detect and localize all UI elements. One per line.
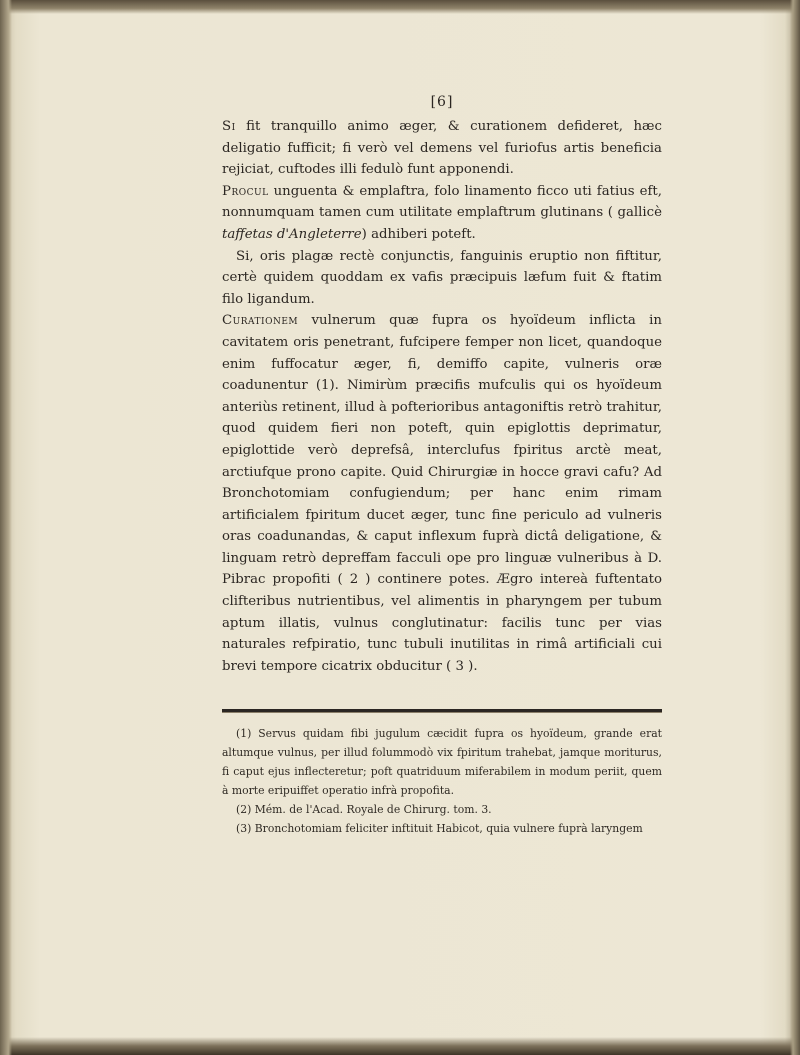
paragraph-2-italic: taffetas d'Angleterre: [222, 226, 362, 242]
paragraph-2-lead: Procul: [222, 183, 269, 199]
page-body: [222, 92, 662, 838]
footnote-1: (1) Servus quidam fibi jugulum cæcidit fupra os hyoïdeum, grande erat altumque vulnus, per illud folummodò vix fpiritum trahebat, jamque moriturus, fi caput ejus inflecteretur; poft quatriduum miferabilem in modum periit, quem à morte eripuiffet operatio infrà propofita.: [222, 727, 662, 798]
paragraph-2: [222, 181, 662, 246]
paragraph-4-lead: Curationem: [222, 313, 299, 329]
paragraph-1-text: fit tranquillo animo æger, & curationem defideret, hæc deligatio fufficit; fi verò vel demens vel furiofus artis beneficia rejiciat, cuftodes illi fedulò funt apponendi.: [222, 119, 662, 178]
paragraph-1: [222, 116, 662, 181]
paragraph-3: Si, oris plagæ rectè conjunctis, fanguinis eruptio non fiftitur, certè quidem quoddam ex vafis præcipuis læfum fuit & ftatim filo ligandum.: [222, 248, 662, 307]
paragraph-4-text: vulnerum quæ fupra os hyoïdeum inflicta in cavitatem oris penetrant, fufcipere femper non licet, quandoque enim fuffocatur æger, fi, demiffo capite, vulneris oræ coadunentur (1). Nimirùm præcifis mufculis qui os hyoïdeum anteriùs retinent, illud à pofterioribus antagoniftis retrò trahitur, quod quidem fieri non poteft, quin epiglottis deprimatur, epiglottide verò deprefsâ, interclufus fpiritus arctè meat, arctiufque prono capite. Quid Chirurgiæ in hocce gravi cafu? Ad Bronchotomiam confugiendum; per hanc enim rimam artificialem fpiritum ducet æger, tunc fine periculo ad vulneris oras coadunandas, & caput inflexum fuprà dictâ deligatione, & linguam retrò depreffam facculi ope pro linguæ vulneribus à D. Pibrac propofiti ( 2 ) continere potes. Ægro intereà fuftentato clifteribus nutrientibus, vel alimentis in pharyngem per tubum aptum illatis, vulnus conglutinatur: facilis tunc per vias naturales refpiratio, tunc tubuli inutilitas in rimâ artificiali cui brevi tempore cicatrix obducitur ( 3 ).: [222, 313, 662, 674]
page-edge-right: [790, 0, 800, 1055]
paragraph-4: [222, 310, 662, 677]
page-edge-left: [0, 0, 12, 1055]
footnote-separator: [222, 709, 662, 713]
footnote-2: (2) Mém. de l'Acad. Royale de Chirurg. tom. 3.: [236, 803, 492, 817]
paragraph-2-text: unguenta & emplaftra, folo linamento ficco uti fatius eft, nonnumquam tamen cum utilitate emplaftrum glutinans ( gallicè: [222, 183, 662, 221]
page-number: [6]: [430, 94, 454, 110]
paragraph-2-text-end: ) adhiberi poteft.: [361, 226, 476, 242]
paragraph-1-lead-2: i: [231, 119, 236, 134]
paragraph-1-lead: S: [222, 119, 232, 134]
footnote-3: (3) Bronchotomiam feliciter inftituit Habicot, quia vulnere fuprà laryngem: [236, 822, 643, 836]
